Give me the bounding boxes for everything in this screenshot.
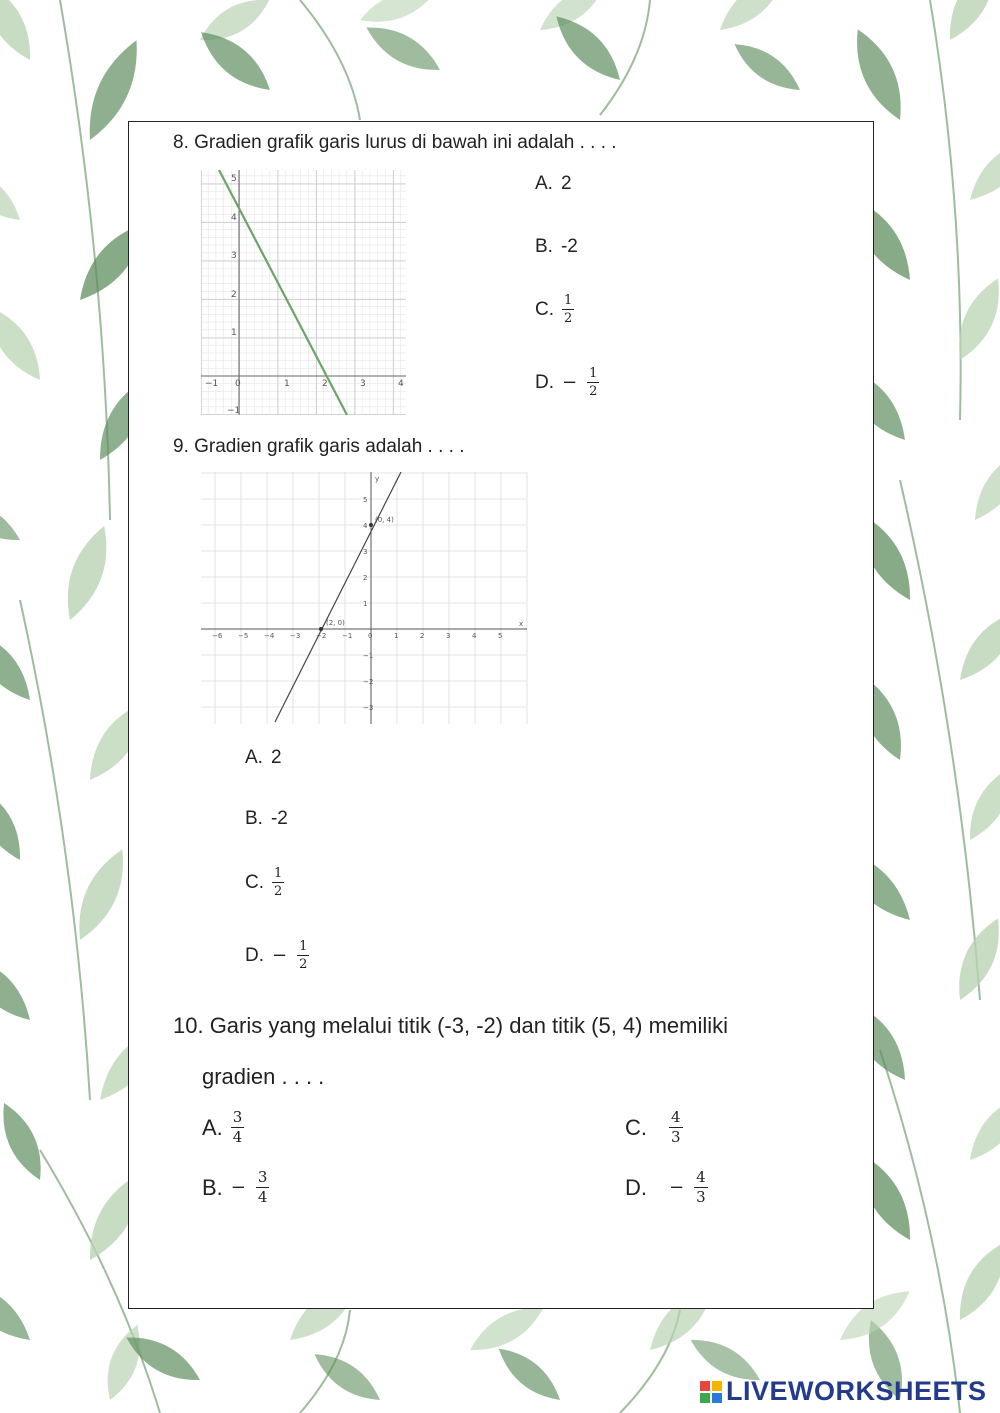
liveworksheets-brand[interactable] — [700, 1376, 987, 1407]
q10-option-d[interactable] — [625, 1170, 708, 1205]
question-10-text-line2: gradien . . . . — [202, 1064, 325, 1089]
q8-ytick-4: 4 — [231, 213, 237, 223]
q8-option-d-fraction: $\frac{1}{2}$ — [589, 366, 598, 399]
q8-xtick-neg1: −1 — [205, 379, 219, 389]
q9-option-d-fraction: $\frac{1}{2}$ — [299, 939, 308, 972]
q9-ytick: 2 — [363, 574, 368, 582]
q8-option-d-label: D. — [535, 371, 554, 393]
q9-option-d-sign: − — [272, 945, 288, 966]
q9-xtick: 2 — [420, 632, 425, 640]
q9-ytick: −2 — [363, 678, 374, 686]
q9-point-b-label: (0, 4) — [375, 516, 394, 524]
q10-option-b-label: B. — [202, 1174, 223, 1200]
q9-ytick: 4 — [363, 522, 368, 530]
q10-option-c[interactable] — [625, 1110, 683, 1145]
q9-xtick: −5 — [238, 632, 249, 640]
q9-xtick: −1 — [342, 632, 353, 640]
q8-ytick-2: 2 — [231, 290, 237, 300]
liveworksheets-logo-icon — [700, 1381, 722, 1403]
brand-name: LIVEWORKSHEETS — [726, 1376, 987, 1406]
q8-ytick-5: 5 — [231, 174, 237, 184]
q8-xtick-3: 3 — [360, 379, 366, 389]
q8-option-b-value: -2 — [560, 236, 578, 257]
q8-option-d-sign: − — [562, 372, 578, 393]
q9-ytick: −3 — [363, 704, 374, 712]
q8-ytick-3: 3 — [231, 251, 237, 261]
q8-xtick-2: 2 — [322, 379, 328, 389]
question-8-text: 8. Gradien grafik garis lurus di bawah ini adalah . . . . — [173, 132, 617, 153]
q8-ytick-neg1: −1 — [227, 406, 241, 415]
question-9-text: 9. Gradien grafik garis adalah . . . . — [173, 436, 465, 457]
q8-option-a-value: 2 — [560, 173, 572, 194]
q9-xtick: 4 — [472, 632, 477, 640]
q9-option-d[interactable] — [245, 940, 309, 971]
q8-option-c-fraction: $\frac{1}{2}$ — [564, 293, 573, 326]
q10-option-d-sign: − — [669, 1177, 685, 1198]
q9-xtick: −2 — [316, 632, 327, 640]
q8-option-a[interactable] — [535, 173, 572, 195]
q9-option-b-value: -2 — [270, 808, 288, 829]
q10-option-b-sign: − — [230, 1177, 246, 1198]
q9-ytick: 1 — [363, 600, 368, 608]
q8-option-b[interactable] — [535, 236, 578, 258]
q9-option-b[interactable] — [245, 808, 288, 830]
q8-xtick-4: 4 — [398, 379, 404, 389]
q9-option-d-label: D. — [245, 944, 264, 966]
q9-xtick: 3 — [446, 632, 451, 640]
q9-point-a-label: (2, 0) — [326, 619, 345, 627]
q10-option-d-label: D. — [625, 1174, 647, 1200]
q9-option-a-value: 2 — [270, 747, 282, 768]
q8-option-c[interactable] — [535, 294, 574, 325]
q8-option-c-label: C. — [535, 298, 554, 320]
q9-ytick: 5 — [363, 496, 368, 504]
q9-xtick: −3 — [290, 632, 301, 640]
q10-option-b-fraction: $\frac{3}{4}$ — [257, 1168, 268, 1206]
q8-option-d[interactable] — [535, 367, 599, 398]
q8-xtick-1: 1 — [284, 379, 290, 389]
q10-option-c-label: C. — [625, 1114, 647, 1140]
worksheet-card — [128, 121, 874, 1309]
q9-graph-line — [275, 472, 401, 722]
q9-y-axis-label: y — [375, 475, 380, 483]
q9-option-a-label: A. — [245, 747, 263, 768]
q9-option-c-label: C. — [245, 871, 264, 893]
q9-ytick: 3 — [363, 548, 368, 556]
q9-xtick: −4 — [264, 632, 275, 640]
q10-option-d-fraction: $\frac{4}{3}$ — [696, 1168, 706, 1206]
question-10-text-line1: 10. Garis yang melalui titik (-3, -2) dan titik (5, 4) memiliki — [173, 1013, 729, 1038]
q9-option-c-fraction: $\frac{1}{2}$ — [274, 866, 283, 899]
q8-option-b-label: B. — [535, 236, 553, 257]
question-8-graph — [201, 170, 406, 415]
q8-ytick-1: 1 — [231, 328, 237, 338]
q9-xtick: 0 — [368, 632, 373, 640]
q9-option-c[interactable] — [245, 867, 284, 898]
q9-xtick: 1 — [394, 632, 399, 640]
q9-xtick: −6 — [212, 632, 223, 640]
q9-option-b-label: B. — [245, 808, 263, 829]
q8-option-a-label: A. — [535, 173, 553, 194]
q10-option-b[interactable] — [202, 1170, 269, 1205]
q9-xtick: 5 — [498, 632, 503, 640]
question-9-graph — [201, 472, 531, 724]
q10-option-c-fraction: $\frac{4}{3}$ — [671, 1108, 681, 1146]
q9-option-a[interactable] — [245, 747, 282, 769]
q10-option-a-fraction: $\frac{3}{4}$ — [232, 1108, 243, 1146]
q10-option-a-label: A. — [202, 1114, 223, 1140]
q9-x-axis-label: x — [519, 620, 524, 628]
q8-xtick-0: 0 — [235, 379, 241, 389]
q10-option-a[interactable] — [202, 1110, 244, 1145]
q9-ytick: −1 — [363, 652, 374, 660]
